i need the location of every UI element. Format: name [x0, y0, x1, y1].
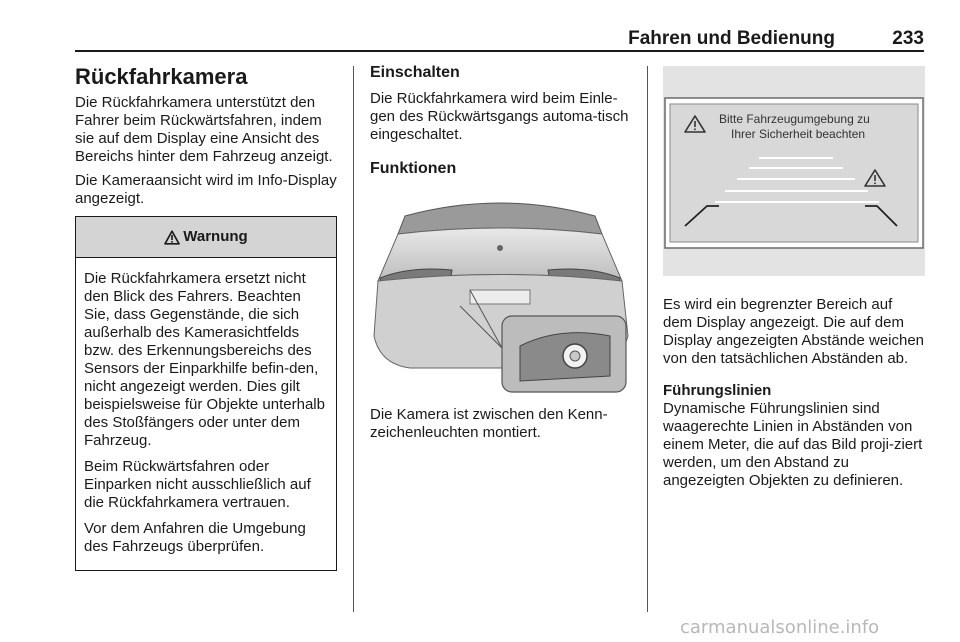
watermark: carmanualsonline.info	[680, 617, 880, 638]
warning-header	[76, 217, 336, 258]
einschalten-paragraph: Die Rückfahrkamera wird beim Einle-gen des Rückwärtsgangs automa-tisch eingeschaltet.	[370, 90, 629, 143]
intro-paragraph: Die Rückfahrkamera unterstützt den Fahrer beim Rückwärtsfahren, indem sie auf dem Display eine Ansicht des Bereichs hinter dem Fahrzeug anzeigt.	[75, 94, 333, 165]
warning-paragraph: Beim Rückwärtsfahren oder Einparken nicht ausschließlich auf die Rückfahrkamera vertrauen.	[84, 458, 311, 511]
warning-box	[75, 216, 337, 571]
column-divider-1	[353, 66, 354, 612]
display-paragraph: Die Kameraansicht wird im Info-Display angezeigt.	[75, 172, 337, 207]
heading-funktionen: Funktionen	[370, 160, 457, 177]
column-3	[663, 62, 925, 496]
warning-triangle-icon	[164, 230, 180, 245]
warning-body	[76, 258, 336, 570]
warning-paragraph: Vor dem Anfahren die Umgebung des Fahrzeugs überprüfen.	[84, 520, 306, 555]
warning-label: Warnung	[183, 228, 248, 245]
rear-camera-illustration	[370, 186, 632, 396]
column-2	[370, 62, 632, 448]
display-message-line-2: Ihrer Sicherheit beachten	[731, 127, 866, 141]
camera-display-graphic	[663, 66, 925, 276]
running-header-title: Fahren und Bedienung	[628, 28, 835, 49]
heading-fuehrungslinien: Führungslinien	[663, 382, 772, 399]
camera-position-caption: Die Kamera ist zwischen den Kenn-zeichenleuchten montiert.	[370, 406, 608, 441]
page-number: 233	[892, 28, 924, 49]
display-range-paragraph: Es wird ein begrenzter Bereich auf dem Display angezeigt. Die auf dem Display angezeigten Abstände weichen von den tatsächlichen Abständen ab.	[663, 296, 925, 367]
guidelines-paragraph: Dynamische Führungslinien sind waagerechte Linien in Abständen von einem Meter, die auf das Bild proji-ziert werden, um den Abstand zu angezeigten Objekten zu definieren.	[663, 400, 923, 489]
camera-display-illustration	[663, 66, 925, 276]
column-divider-2	[647, 66, 648, 612]
section-title: Rückfahrkamera	[75, 64, 248, 89]
heading-einschalten: Einschalten	[370, 64, 460, 81]
warning-paragraph: Die Rückfahrkamera ersetzt nicht den Blick des Fahrers. Beachten Sie, dass Gegenstände, die sich außerhalb des Kamerasichtfelds bzw. des Erkennungsbereichs des Sensors der Einparkhilfe befin-den, nicht angezeigt werden. Dies gilt beispielsweise für Objekte unterhalb des Stoßfängers oder unter dem Fahrzeug.	[84, 270, 325, 449]
header-rule	[75, 50, 924, 52]
display-message-line-1: Bitte Fahrzeugumgebung zu	[719, 112, 870, 126]
column-1	[75, 62, 337, 571]
